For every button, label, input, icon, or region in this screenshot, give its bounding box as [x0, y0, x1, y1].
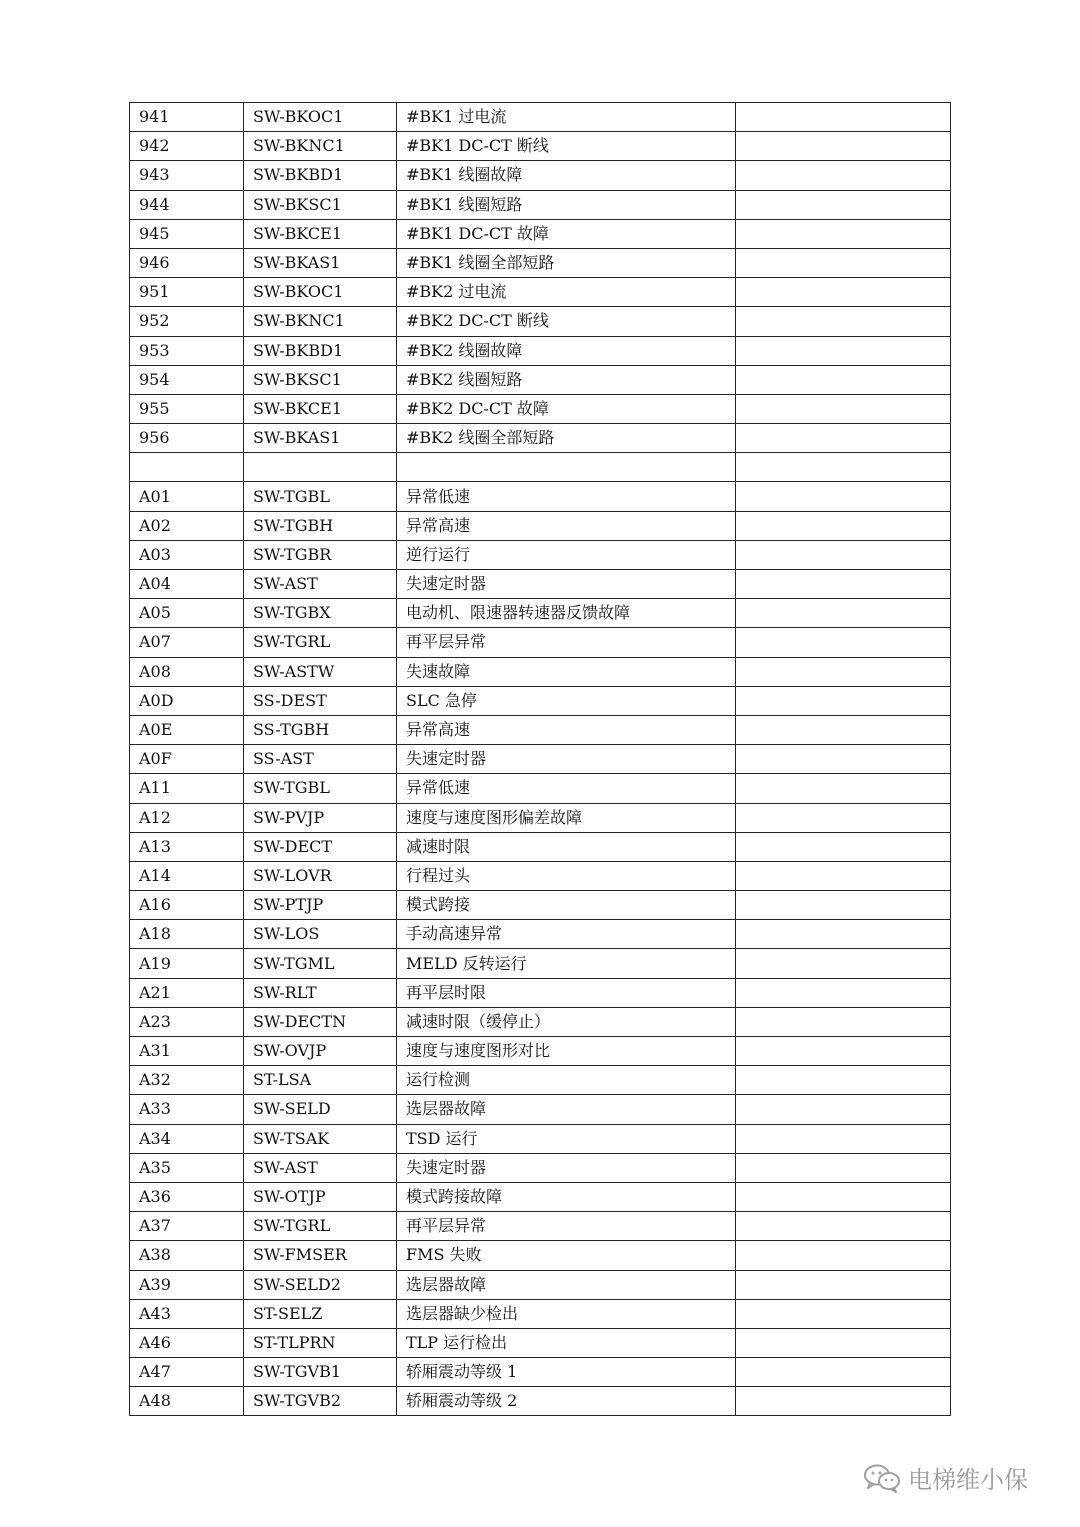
cell-code: A19: [130, 949, 244, 978]
cell-signal: ST-LSA: [244, 1066, 397, 1095]
cell-code: A37: [130, 1212, 244, 1241]
cell-description: 再平层时限: [397, 978, 736, 1007]
cell-code: A11: [130, 774, 244, 803]
cell-code: A33: [130, 1095, 244, 1124]
cell-signal: SW-BKSC1: [244, 365, 397, 394]
watermark-text: 电梯维小保: [908, 1466, 1028, 1494]
cell-code: A39: [130, 1270, 244, 1299]
table-row: [130, 453, 951, 482]
cell-signal: SW-BKNC1: [244, 307, 397, 336]
cell-signal: SW-DECT: [244, 832, 397, 861]
table-row: [130, 891, 951, 920]
cell-remark: [736, 1182, 951, 1211]
cell-signal: SW-SELD: [244, 1095, 397, 1124]
cell-code: 944: [130, 190, 244, 219]
cell-description: 轿厢震动等级 1: [397, 1358, 736, 1387]
cell-description: TLP 运行检出: [397, 1328, 736, 1357]
cell-code: A38: [130, 1241, 244, 1270]
cell-code: A35: [130, 1153, 244, 1182]
cell-remark: [736, 1241, 951, 1270]
cell-description: 异常低速: [397, 482, 736, 511]
cell-signal: SW-BKOC1: [244, 103, 397, 132]
cell-code: A34: [130, 1124, 244, 1153]
table-row: [130, 803, 951, 832]
cell-code: A13: [130, 832, 244, 861]
table-row: [130, 219, 951, 248]
table-row: [130, 745, 951, 774]
cell-signal: SW-OTJP: [244, 1182, 397, 1211]
cell-description: 减速时限: [397, 832, 736, 861]
cell-remark: [736, 424, 951, 453]
table-row: [130, 511, 951, 540]
cell-signal: SW-PTJP: [244, 891, 397, 920]
cell-description: #BK2 DC-CT 断线: [397, 307, 736, 336]
cell-code: A16: [130, 891, 244, 920]
cell-signal: SW-OVJP: [244, 1037, 397, 1066]
cell-remark: [736, 132, 951, 161]
cell-code: 952: [130, 307, 244, 336]
cell-code: 956: [130, 424, 244, 453]
table-row: [130, 1182, 951, 1211]
cell-code: 951: [130, 278, 244, 307]
table-row: [130, 1066, 951, 1095]
cell-description: FMS 失败: [397, 1241, 736, 1270]
cell-code: A18: [130, 920, 244, 949]
cell-code: A46: [130, 1328, 244, 1357]
cell-description: 失速故障: [397, 657, 736, 686]
cell-description: 速度与速度图形对比: [397, 1037, 736, 1066]
cell-description: #BK2 线圈短路: [397, 365, 736, 394]
cell-signal: SW-BKAS1: [244, 424, 397, 453]
cell-description: 异常高速: [397, 511, 736, 540]
cell-description: [397, 453, 736, 482]
cell-code: 946: [130, 248, 244, 277]
cell-remark: [736, 511, 951, 540]
cell-remark: [736, 336, 951, 365]
cell-remark: [736, 803, 951, 832]
cell-description: #BK1 线圈全部短路: [397, 248, 736, 277]
cell-signal: [244, 453, 397, 482]
cell-signal: SW-BKSC1: [244, 190, 397, 219]
cell-remark: [736, 686, 951, 715]
cell-description: 再平层异常: [397, 628, 736, 657]
table-row: [130, 832, 951, 861]
cell-remark: [736, 715, 951, 744]
cell-signal: SW-TGBL: [244, 482, 397, 511]
table-row: [130, 307, 951, 336]
cell-remark: [736, 307, 951, 336]
table-row: [130, 1124, 951, 1153]
cell-code: A12: [130, 803, 244, 832]
cell-description: #BK1 DC-CT 断线: [397, 132, 736, 161]
cell-signal: SW-DECTN: [244, 1007, 397, 1036]
table-row: [130, 365, 951, 394]
cell-description: 选层器缺少检出: [397, 1299, 736, 1328]
cell-description: #BK2 线圈全部短路: [397, 424, 736, 453]
cell-signal: SW-TGRL: [244, 628, 397, 657]
cell-signal: SW-PVJP: [244, 803, 397, 832]
cell-description: 行程过头: [397, 861, 736, 890]
cell-code: 941: [130, 103, 244, 132]
cell-remark: [736, 1299, 951, 1328]
table-row: [130, 657, 951, 686]
cell-code: 954: [130, 365, 244, 394]
table-row: [130, 1241, 951, 1270]
cell-description: 模式跨接故障: [397, 1182, 736, 1211]
cell-remark: [736, 745, 951, 774]
table-row: [130, 861, 951, 890]
cell-code: A08: [130, 657, 244, 686]
table-row: [130, 686, 951, 715]
cell-description: 轿厢震动等级 2: [397, 1387, 736, 1416]
cell-code: A14: [130, 861, 244, 890]
cell-remark: [736, 1328, 951, 1357]
cell-code: A31: [130, 1037, 244, 1066]
cell-remark: [736, 219, 951, 248]
cell-remark: [736, 1270, 951, 1299]
table-row: [130, 715, 951, 744]
table-row: [130, 482, 951, 511]
table-row: [130, 248, 951, 277]
cell-remark: [736, 1007, 951, 1036]
cell-description: 电动机、限速器转速器反馈故障: [397, 599, 736, 628]
cell-description: 模式跨接: [397, 891, 736, 920]
cell-signal: SW-TSAK: [244, 1124, 397, 1153]
cell-signal: SW-AST: [244, 1153, 397, 1182]
cell-description: 选层器故障: [397, 1270, 736, 1299]
cell-signal: SW-BKBD1: [244, 161, 397, 190]
fault-code-table: [129, 102, 951, 1416]
table-row: [130, 103, 951, 132]
cell-remark: [736, 1037, 951, 1066]
cell-code: A43: [130, 1299, 244, 1328]
cell-code: A05: [130, 599, 244, 628]
table-row: [130, 628, 951, 657]
cell-signal: SW-AST: [244, 570, 397, 599]
cell-signal: SW-TGBR: [244, 540, 397, 569]
cell-remark: [736, 949, 951, 978]
cell-code: 942: [130, 132, 244, 161]
cell-description: #BK2 线圈故障: [397, 336, 736, 365]
cell-description: 失速定时器: [397, 1153, 736, 1182]
cell-signal: SW-TGRL: [244, 1212, 397, 1241]
cell-description: #BK2 过电流: [397, 278, 736, 307]
cell-description: 逆行运行: [397, 540, 736, 569]
cell-code: A02: [130, 511, 244, 540]
cell-description: SLC 急停: [397, 686, 736, 715]
cell-code: [130, 453, 244, 482]
cell-description: MELD 反转运行: [397, 949, 736, 978]
cell-description: 异常高速: [397, 715, 736, 744]
cell-signal: SW-SELD2: [244, 1270, 397, 1299]
table-row: [130, 1007, 951, 1036]
wechat-icon: [862, 1463, 902, 1493]
cell-code: A0D: [130, 686, 244, 715]
table-row: [130, 394, 951, 423]
cell-remark: [736, 891, 951, 920]
cell-description: 减速时限（缓停止）: [397, 1007, 736, 1036]
cell-remark: [736, 453, 951, 482]
cell-signal: SS-DEST: [244, 686, 397, 715]
cell-remark: [736, 540, 951, 569]
cell-signal: SW-BKBD1: [244, 336, 397, 365]
cell-remark: [736, 1212, 951, 1241]
table-row: [130, 570, 951, 599]
cell-signal: SW-BKCE1: [244, 394, 397, 423]
cell-signal: SW-BKOC1: [244, 278, 397, 307]
cell-remark: [736, 1124, 951, 1153]
cell-code: A0F: [130, 745, 244, 774]
cell-remark: [736, 861, 951, 890]
table-row: [130, 599, 951, 628]
table-row: [130, 774, 951, 803]
table-row: [130, 278, 951, 307]
cell-code: A07: [130, 628, 244, 657]
cell-remark: [736, 628, 951, 657]
table-row: [130, 1095, 951, 1124]
cell-description: 速度与速度图形偏差故障: [397, 803, 736, 832]
cell-signal: SS-AST: [244, 745, 397, 774]
cell-signal: SW-RLT: [244, 978, 397, 1007]
cell-description: 再平层异常: [397, 1212, 736, 1241]
cell-remark: [736, 570, 951, 599]
cell-remark: [736, 365, 951, 394]
cell-remark: [736, 774, 951, 803]
table-row: [130, 1358, 951, 1387]
cell-code: 943: [130, 161, 244, 190]
table-row: [130, 540, 951, 569]
table-row: [130, 949, 951, 978]
cell-signal: SW-BKCE1: [244, 219, 397, 248]
cell-remark: [736, 278, 951, 307]
table-row: [130, 161, 951, 190]
cell-remark: [736, 978, 951, 1007]
cell-code: A03: [130, 540, 244, 569]
cell-remark: [736, 248, 951, 277]
cell-signal: SW-LOVR: [244, 861, 397, 890]
cell-signal: SW-BKNC1: [244, 132, 397, 161]
cell-code: A36: [130, 1182, 244, 1211]
cell-remark: [736, 482, 951, 511]
cell-description: #BK1 线圈短路: [397, 190, 736, 219]
cell-code: A47: [130, 1358, 244, 1387]
cell-description: 选层器故障: [397, 1095, 736, 1124]
cell-remark: [736, 832, 951, 861]
cell-code: A21: [130, 978, 244, 1007]
cell-description: 手动高速异常: [397, 920, 736, 949]
fault-code-table-body: [130, 103, 951, 1416]
cell-signal: SW-TGBX: [244, 599, 397, 628]
cell-signal: ST-SELZ: [244, 1299, 397, 1328]
cell-description: #BK1 DC-CT 故障: [397, 219, 736, 248]
cell-code: 945: [130, 219, 244, 248]
cell-description: 失速定时器: [397, 745, 736, 774]
cell-signal: SW-TGBH: [244, 511, 397, 540]
cell-remark: [736, 161, 951, 190]
cell-code: A04: [130, 570, 244, 599]
table-row: [130, 1153, 951, 1182]
table-row: [130, 1328, 951, 1357]
table-row: [130, 1212, 951, 1241]
cell-code: 955: [130, 394, 244, 423]
table-row: [130, 336, 951, 365]
table-row: [130, 190, 951, 219]
cell-signal: SW-ASTW: [244, 657, 397, 686]
cell-remark: [736, 1153, 951, 1182]
cell-code: A23: [130, 1007, 244, 1036]
table-row: [130, 1037, 951, 1066]
table-row: [130, 1299, 951, 1328]
cell-signal: SW-TGML: [244, 949, 397, 978]
cell-remark: [736, 920, 951, 949]
watermark: [862, 1460, 1028, 1495]
cell-code: 953: [130, 336, 244, 365]
cell-signal: SS-TGBH: [244, 715, 397, 744]
cell-signal: SW-BKAS1: [244, 248, 397, 277]
table-row: [130, 1270, 951, 1299]
cell-remark: [736, 1358, 951, 1387]
table-row: [130, 424, 951, 453]
cell-signal: SW-FMSER: [244, 1241, 397, 1270]
cell-remark: [736, 1066, 951, 1095]
cell-code: A0E: [130, 715, 244, 744]
cell-description: #BK1 线圈故障: [397, 161, 736, 190]
table-row: [130, 920, 951, 949]
cell-description: 异常低速: [397, 774, 736, 803]
cell-description: TSD 运行: [397, 1124, 736, 1153]
cell-description: #BK2 DC-CT 故障: [397, 394, 736, 423]
cell-code: A48: [130, 1387, 244, 1416]
cell-description: 失速定时器: [397, 570, 736, 599]
cell-description: 运行检测: [397, 1066, 736, 1095]
cell-signal: SW-TGVB1: [244, 1358, 397, 1387]
cell-signal: SW-LOS: [244, 920, 397, 949]
cell-remark: [736, 103, 951, 132]
table-row: [130, 1387, 951, 1416]
cell-remark: [736, 394, 951, 423]
cell-code: A01: [130, 482, 244, 511]
table-row: [130, 132, 951, 161]
cell-signal: SW-TGBL: [244, 774, 397, 803]
cell-remark: [736, 190, 951, 219]
cell-code: A32: [130, 1066, 244, 1095]
cell-remark: [736, 657, 951, 686]
table-row: [130, 978, 951, 1007]
cell-description: #BK1 过电流: [397, 103, 736, 132]
cell-signal: ST-TLPRN: [244, 1328, 397, 1357]
cell-remark: [736, 599, 951, 628]
cell-remark: [736, 1095, 951, 1124]
cell-remark: [736, 1387, 951, 1416]
cell-signal: SW-TGVB2: [244, 1387, 397, 1416]
